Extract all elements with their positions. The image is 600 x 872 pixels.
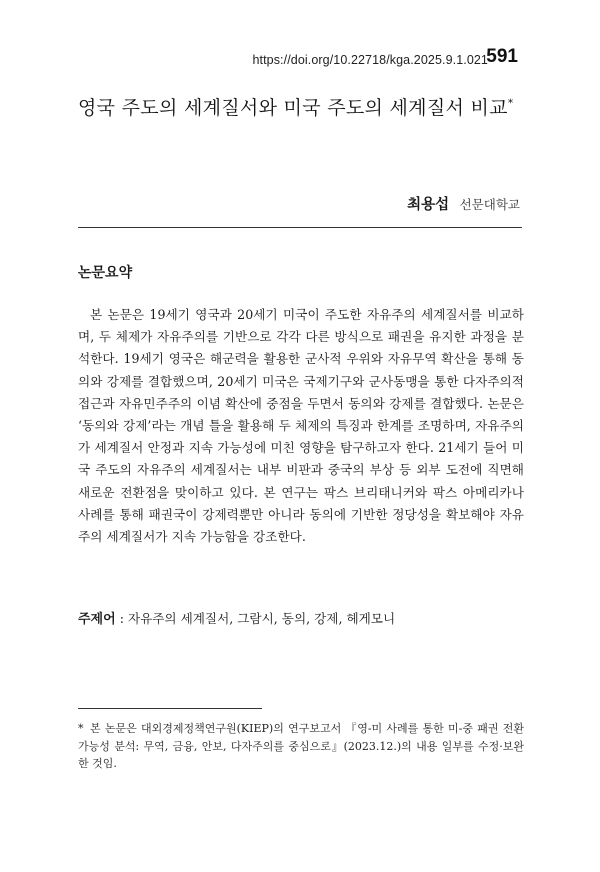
keywords-separator: : [115,611,128,626]
abstract-body: 본 논문은 19세기 영국과 20세기 미국이 주도한 자유주의 세계질서를 비교하며, 두 체제가 자유주의를 기반으로 각각 다른 방식으로 패권을 유지한 과정을 분석한다. 19세기 영국은 해군력을 활용한 군사적 우위와 자유무역 확산을 통해 동의와 강제를 결합했으며, 20세기 미국은 국제기구와 군사동맹을 통한 다자주의적 접근과 자유민주주의 이념 확산에 중점을 두면서 동의와 강제를 결합했다. 논문은 ‘동의와 강제’라는 개념 틀을 활용해 두 체제의 특징과 한계를 조명하며, 자유주의가 세계질서 안정과 지속 가능성에 미친 영향을 탐구하고자 한다. 21세기 들어 미국 주도의 자유주의 세계질서는 내부 비판과 중국의 부상 등 외부 도전에 직면해 새로운 전환점을 맞이하고 있다. 본 연구는 팍스 브리태니커와 팍스 아메리카나 사례를 통해 패권국이 강제력뿐만 아니라 동의에 기반한 정당성을 확보해야 자유주의 세계질서가 지속 가능함을 강조한다. [78,307,524,545]
footnote-mark: * [78,722,84,735]
page-number: 591 [486,46,518,67]
author-affiliation: 선문대학교 [459,197,520,212]
keywords-label: 주제어 [78,612,116,627]
title-footnote-mark: * [507,96,514,110]
footnote [78,720,524,773]
keywords-line [78,608,524,627]
abstract-heading: 논문요약 [78,265,133,281]
doi-link[interactable]: https://doi.org/10.22718/kga.2025.9.1.021 [252,53,488,67]
keywords-terms: 자유주의 세계질서, 그람시, 동의, 강제, 헤게모니 [127,611,396,626]
footnote-divider [78,708,262,709]
author-name: 최용섭 [407,197,450,213]
article-title [78,93,538,120]
footnote-text: 본 논문은 대외경제정책연구원(KIEP)의 연구보고서 『영-미 사례를 통한 미-중 패권 전환 가능성 분석: 무역, 금융, 안보, 다자주의를 중심으로』(2023.12.)의 내용 일부를 수정·보완한 것임. [78,722,524,770]
article-title-text: 영국 주도의 세계질서와 미국 주도의 세계질서 비교 [78,97,508,119]
header-divider [78,227,522,228]
author-line [407,193,520,214]
